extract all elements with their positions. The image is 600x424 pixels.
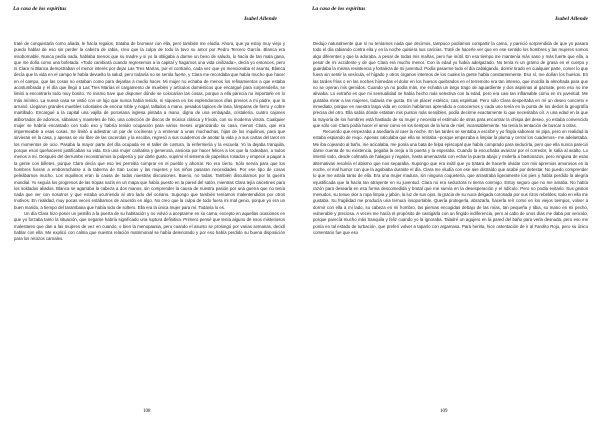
running-title: La casa de los espíritus <box>13 6 67 12</box>
page-body-text <box>14 41 285 389</box>
running-title: La casa de los espíritus <box>312 6 366 12</box>
paragraph: Recuerdo que empezaba a asediarla al caer la noche. En las tardes se sentaba a escribir y yo fingía saborear mi pipa, pero en realidad la estaba espiando de reojo. Apenas calculaba que ella se retiraba –porque empezaba a limpiar la pluma y cerrar los cuadernos– me adelantaba. Me iba cojeando al baño, me acicalaba, me ponía una bata de felpa episcopal que había comprado para seducirla, pero que ella nunca pareció darse cuenta de su existencia, pegaba la oreja a la puerta y la esperaba. Cuando la escuchaba avanzar por el corredor, le salía al asalto. Lo intenté todo, desde colmarla de halagos y regalos, hasta amenazarla con echar la puerta abajo y molerla a bastonazos, pero ninguna de esas alternativas resolvía el abismo que nos separaba. Supongo que era inútil que yo tratara de hacerle olvidar con mis apremios amorosos en la noche, el mal humor con que la agobiaba durante el día. Clara me eludía con ese aire distraído que acabé por detestar. No puedo comprender lo que me atraía tanto de ella. Era una mujer madura, sin ninguna coquetería, que arrastraba ligeramente los pies y había perdido la alegría injustificada que la hacía tan atrayente en su juventud. Clara no era seductora ni tierna conmigo. Estoy seguro que no me amaba. No había razón para desearla en esa forma descomedida y brutal que me sumía en la desesperación y el ridículo. Pero no podía evitarlo. Sus gestos menudos, su tenue olor a ropa limpia y jabón, la luz de sus ojos, la gracia de su nuca delgada coronada por sus rizos rebeldes, todo en ella me gustaba. Su fragilidad me producía una ternura insoportable. Quería protegerla, abrazarla, hacerla reír como en los viejos tiempos, volver a dormir con ella a mi lado, su cabeza en mi hombro, las piernas encogidas debajo de las mías, tan pequeña y tibia, su mano en mi pecho, vulnerable y preciosa. A veces me hacía el propósito de castigarla con un fingido indiferencia, pero al cabo de unos días me daba por vencido, porque parecía mucho más tranquila y feliz cuando yo la ignoraba. Taladré un agujero en la pared del baño para verla desnuda, pero eso me ponía en tal estado de turbación, que preferí volver a taparlo con argamasa. Para herirla, hice ostentación de ir al Farolito Rojo, pero su único comentario fue que eso <box>313 129 588 235</box>
page-body-text <box>313 41 588 389</box>
running-author: Isabel Allende <box>555 16 588 22</box>
paragraph: Un día Clara hizo poner un pestillo a la puerta de su habitación y no volvió a aceptarme en su cama, excepto en aquellas ocasiones en que yo forzaba tanto la situación, que negarse habría significado una ruptura definitiva. Primero pensé que tenía alguno de esos misteriosos malestares que dan a las mujeres de vez en cuando, o bien la menopausia, pero cuando el asunto se prolongó por varias semanas, decidí hablar con ella. Me explicó con calma que nuestra relación matrimonial se había deteriorado y por eso había perdido su buena disposición para los retozos carnales. <box>14 211 285 242</box>
right-page <box>300 0 600 424</box>
page-number: 109 <box>440 409 448 414</box>
paragraph: traté de conquistarla como aliada, le hacía regalos, trataba de bromear con ella, pero también me eludía. Ahora, que ya estoy muy viejo y puedo hablar de eso sin perder la cabeza de rabia, creo que la culpa de todo la tuvo su amor por Pedro Tercero García. Blanca era insobornable. Nunca pedía nada, hablaba menos que su madre y si yo la obligaba a darme un beso de saludo, lo hacía de tan mala gana, que me dolía como una bofetada. «Todo cambiará cuando regresemos a la capital y hagamos una vida civilizada», decía yo entonces, pero ni Clara ni Blanca demostraban el menor interés por dejar Las Tres Marías, por el contrario, cada vez que yo mencionaba el asunto, Blanca decía que la vida en el campo le había devuelto la salud, pero todavía no se sentía fuerte, y Clara me recordaba que había mucho que hacer en el campo, que las cosas no estaban como para dejarlas a medio hacer. Mi mujer no echaba de menos los refinamientos a que estaba acostumbrada y el día que llegó a Las Tres Marías el cargamento de muebles y artículos domésticos que encargué para sorprenderla, se limitó a encontrarlo todo muy bonito. Yo mismo tuve que disponer dónde se colocarían las cosas, porque a ella parecía no importarle en lo más mínimo. La nueva casa se vistió con un lujo que nunca había tenido, ni siquiera en los esplendorosos días previos a mi padre, que la arruinó. Llegaron grandes muebles coloniales de encina roble y nogal, tallados a mano, pesados tapices de lana, lámparas de fierro y cobre martillado. Encargué a la capital una vajilla de porcelana inglesa pintada a mano, digna de una embajada, cristalería, cuatro cajones atiborrados de adornos, sábanas y manteles de hilo, una colección de discos de música clásica y frívola, con su moderna vitrola. Cualquier mujer se habría encantado con todo eso y habría tenido ocupación para varios meses organizando su casa, menos Clara, que era impermeable a esas cosas. Se limitó a adiestrar un par de cocineras y a entrenar a unas muchachas, hijas de los inquilinos, para que sirvieran en la casa, y apenas se vio libre de las cacerolas y la escoba, regresó a sus cuadernos de anotar la vida y a sus cartas del tarot en los momentos de ocio. Pasaba la mayor parte del día ocupada en el taller de costura, la enfermería y la escuela. Yo la dejaba tranquila, porque esos quehaceres justificaban su vida. Era una mujer caritativa y generosa, ansiosa por hacer felices a los que la rodeaban, a todos menos a mí. Después del derrumbe reconstruimos la pulpería y por darle gusto, suprimí el sistema de papelitos rosados y empecé a pagar a la gente con billetes, porque Clara decía que eso les permitía comprar en el pueblo y ahorrar. No era cierto. Sólo servía para que los hombres fueran a emborracharse a la taberna de San Lucas y las mujeres y los niños pasaran necesidades. Por ese tipo de cosas peleábamos mucho. Los inquilinos eran la causa de todas nuestras discusiones. Bueno, no todas. También discutíamos por la guerra mundial. Yo seguía los progresos de las tropas nazis en un mapa que había puesto en la pared del salón, mientras Clara tejía calcetines para los soldados aliados. Blanca se agarraba la cabeza a dos manos, sin comprender la causa de nuestra pasión por una guerra que no tenía nada que ver con nosotros y que estaba ocurriendo al otro lado del océano. Supongo que también teníamos malentendidos por otros motivos. En realidad, muy pocas veces estábamos de acuerdo en algo. No creo que la culpa de todo fuera mi mal genio, porque yo era un buen marido, a tiempo del tarambana que había sido de soltero. Ella era la única mujer para mí. Todavía lo es. <box>14 41 285 210</box>
paragraph: Dedujo naturalmente que si no teníamos nada que decirnos, tampoco podíamos compartir la cama, y pareció sorprendida de que yo pasara todo el día rabiando contra ella y en la noche quisiera sus caricias. Traté de hacerle ver que en ese sentido los hombres y las mujeres somos algo diferentes y que la adoraba, a pesar de todas mis mañas, pero fue inútil. En esa tiempo me mantenía más sano y más fuerte que ella, a pesar de mi accidente y de que Clara era mucho menor. Con la edad yo había adelgazado. No tenía ni un gramo de grasa en el cuerpo y guardaba la misma resistencia y fortaleza de mi juventud. Podía pasarme todo el día cabalgando, dormir tirado en cualquier parte, comer lo que fuera sin sentir la vesícula, el hígado y otros órganos internos de los cuales la gente habla constantemente. Eso sí, me dolían los huesos. En las tardes frías o en las noches húmedas el dolor en los huesos quebrados en el terremoto era tan intenso, que mordía la almohada para que no se oyeran mis gemidos. Cuando ya no podía más, me echaba un largo trago de aguardiente y dos aspirinas al gaznate, pero eso no me aliviaba. Lo extraño es que mi sensualidad se había hecho más selectiva con la edad, pero era casi tan inflamable como en mi juventud. Me gustaba mirar a las mujeres, todavía me gusta. Es un placer estético, casi espiritual. Pero sólo Clara despertaba en mí un deseo concreto e inmediato, porque en nuestra larga vida en común habíamos aprendido a conocernos y cada uno tenía en la punta de los dedos la geografía precisa del otro. Ella sabía dónde estaban mis puntos más sensibles, podía decirme exactamente lo que necesitaba oír. A una edad en la que la mayoría de los hombres está hastiado de su mujer y necesita el estímulo de otras para encontrar la chispa del deseo, yo estaba convencido que sólo con Clara podía hacer el amor como en los tiempos de la luna de miel, incansablemente. No tenía la tentación de buscar a otras. <box>313 41 588 128</box>
page-number: 108 <box>143 409 151 414</box>
running-author: Isabel Allende <box>244 16 277 22</box>
